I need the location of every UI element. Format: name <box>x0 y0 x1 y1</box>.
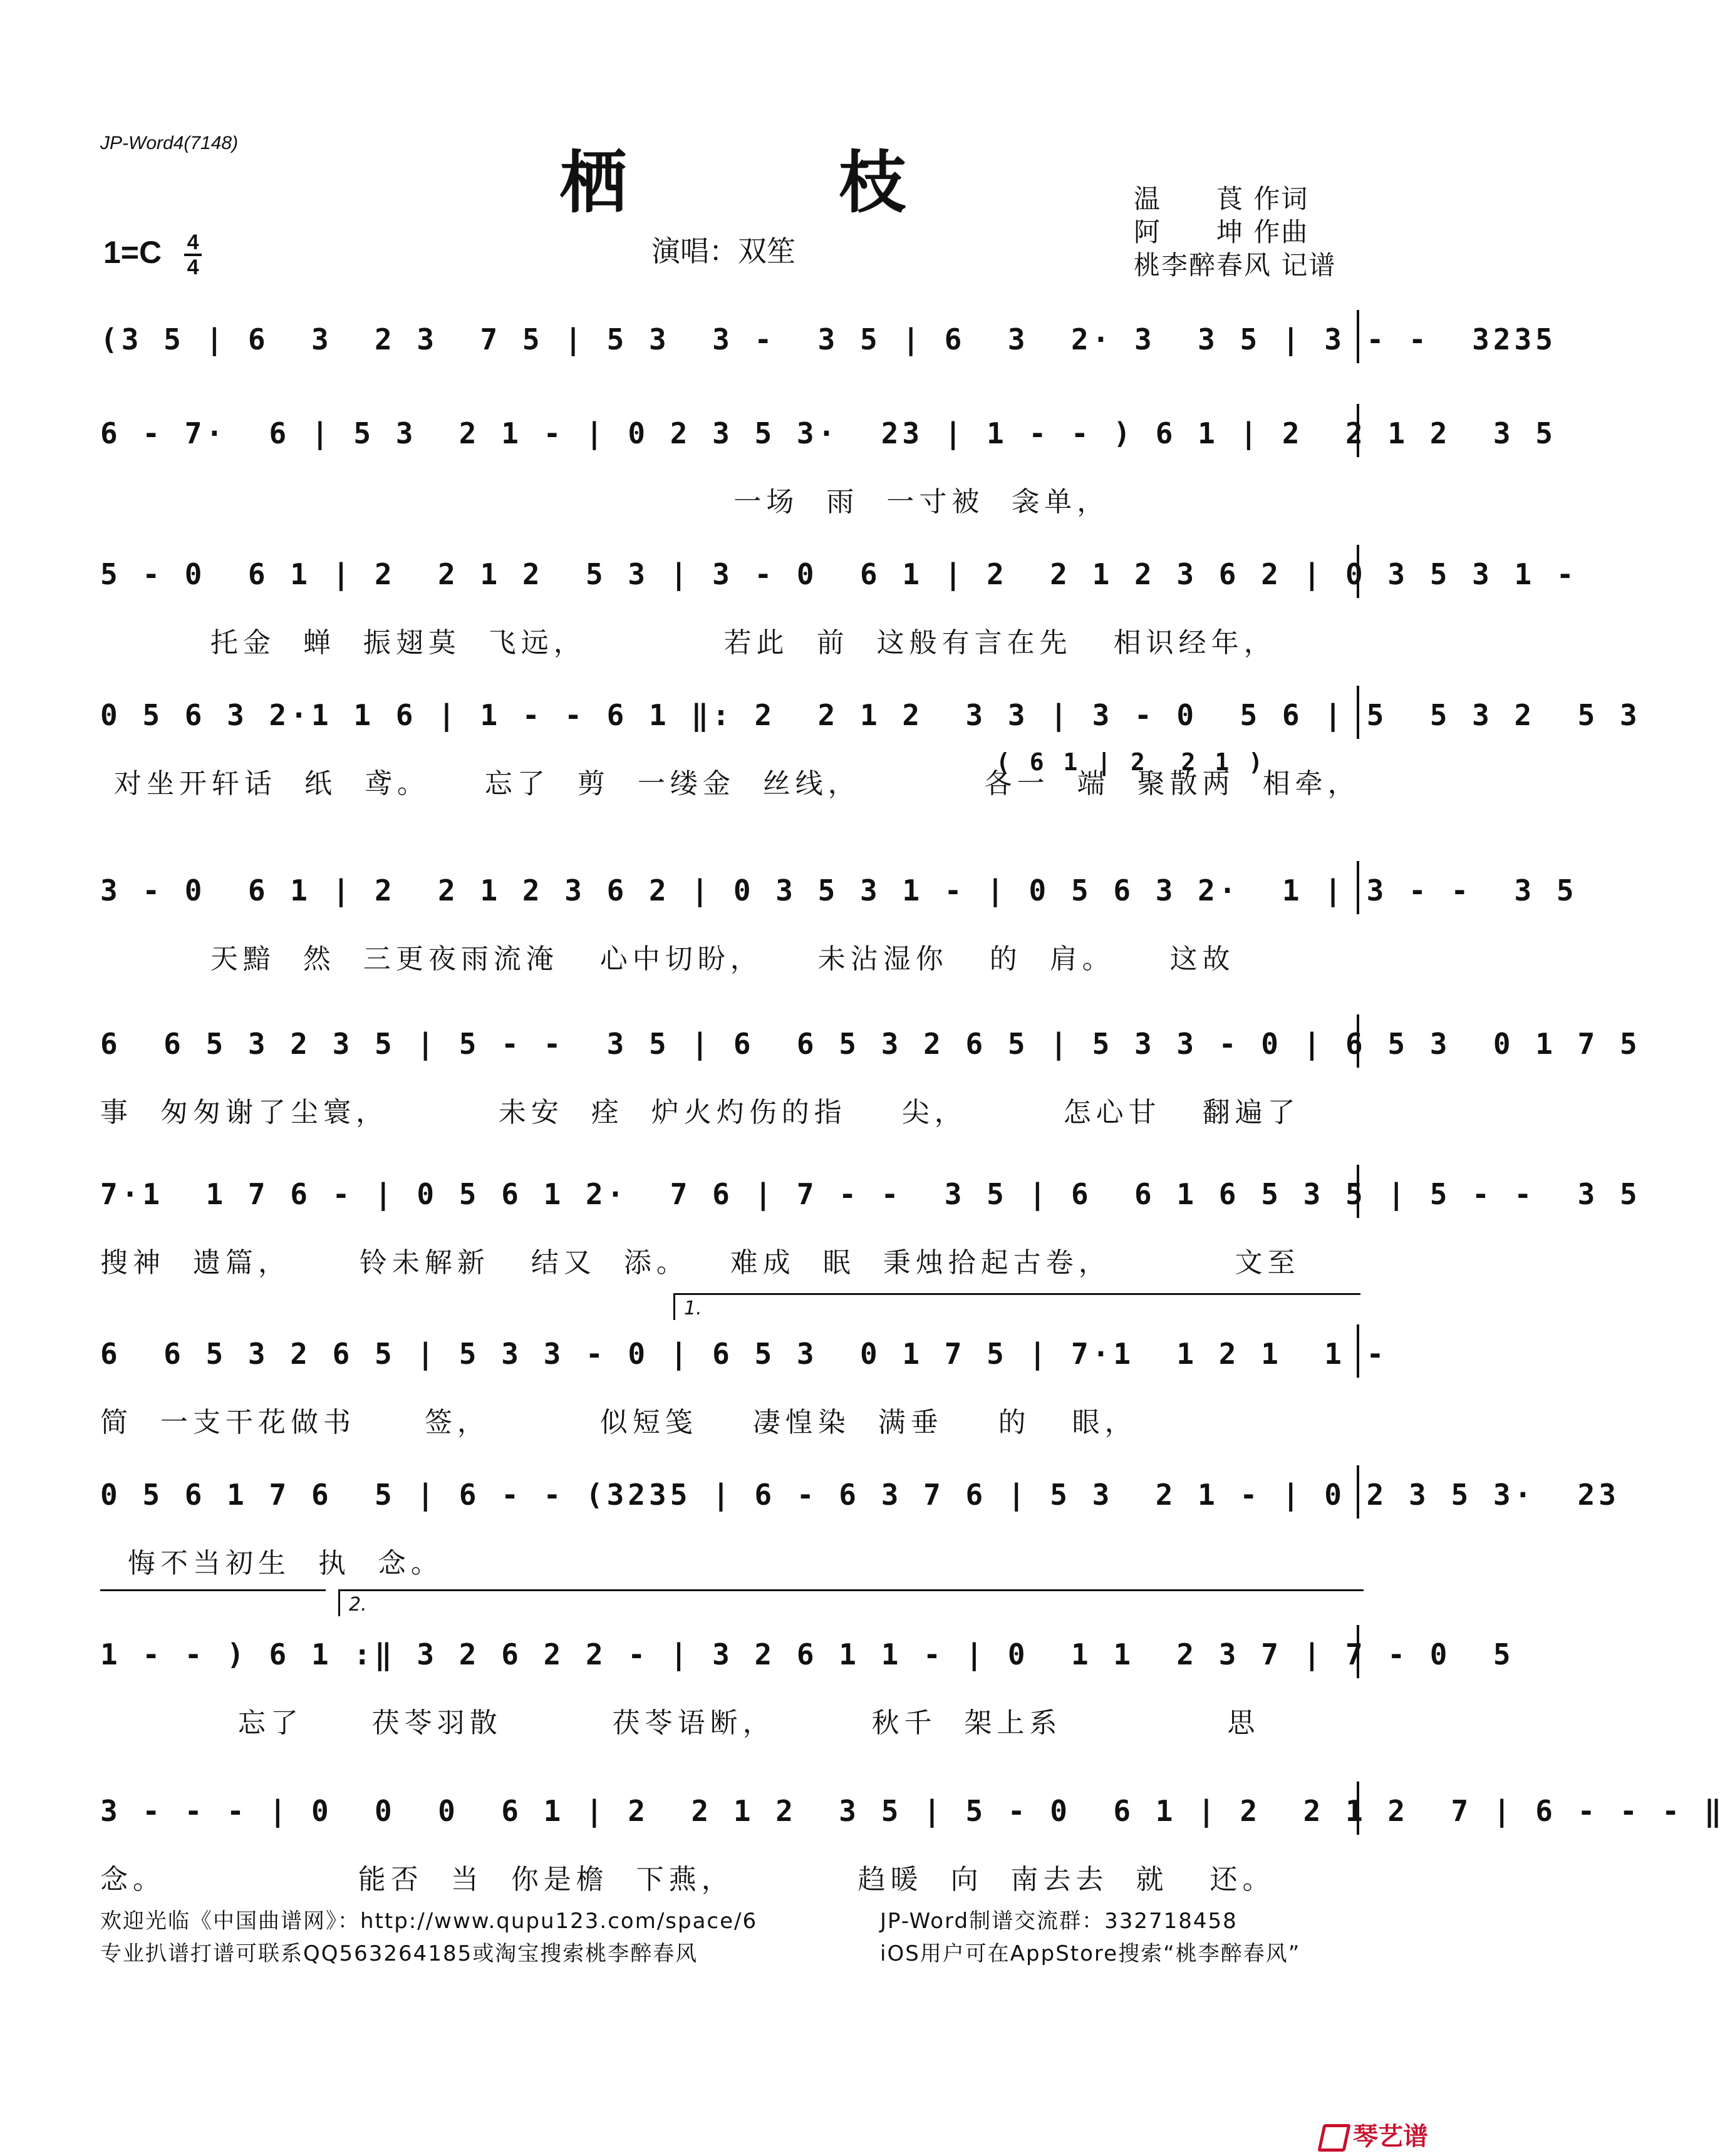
software-label: JP-Word4(7148) <box>100 133 239 153</box>
volta-second-ending: 2. <box>338 1589 1364 1616</box>
notation-line: 0 5 6 3 2·1 1 6 | 1 - - 6 1 ‖: 2 2 1 2 3 3 | 3 - 0 5 6 | 5 5 3 2 5 3 <box>100 698 1641 732</box>
end-barline <box>1357 1165 1359 1218</box>
lyrics-line: 天黯 然 三更夜雨流淹 心中切盼， 未沾湿你 的 肩。 这故 <box>100 943 1235 975</box>
footer-left-1: 欢迎光临《中国曲谱网》：http://www.qupu123.com/space/6 <box>100 1909 758 1934</box>
end-barline <box>1357 686 1359 739</box>
lyrics-line: 忘了 茯苓羽散 茯苓语断， 秋千 架上系 思 <box>100 1707 1260 1739</box>
footer-left-2: 专业扒谱打谱可联系QQ563264185或淘宝搜索桃李醉春风 <box>100 1941 698 1966</box>
credit-composer: 阿 坤 作曲 <box>1134 217 1309 247</box>
song-title: 栖 枝 <box>559 144 1000 222</box>
sub-notes: ( 6 1 | 2 2 1 ) <box>996 748 1266 776</box>
lyrics-line: 事 匆匆谢了尘寰， 未安 痊 炉火灼伤的指 尖， 怎心甘 翻遍了 <box>100 1096 1300 1128</box>
notation-line: 3 - 0 6 1 | 2 2 1 2 3 6 2 | 0 3 5 3 1 - | 0 5 6 3 2· 1 | 3 - - 3 5 <box>100 874 1578 907</box>
notation-line: 6 - 7· 6 | 5 3 2 1 - | 0 2 3 5 3· 23 | 1 - - ) 6 1 | 2 2 1 2 3 5 <box>100 416 1557 450</box>
end-barline <box>1357 1625 1359 1678</box>
end-barline <box>1357 1465 1359 1519</box>
time-sig-top: 4 <box>187 230 199 254</box>
lyrics-line: 悔不当初生 执 念。 <box>100 1547 443 1579</box>
logo-text: 琴艺谱 <box>1353 2122 1428 2151</box>
time-sig-bottom: 4 <box>187 255 199 279</box>
credit-lyricist: 温 莨 作词 <box>1134 183 1309 214</box>
end-barline <box>1357 404 1359 457</box>
notation-line: 5 - 0 6 1 | 2 2 1 2 5 3 | 3 - 0 6 1 | 2 2 1 2 3 6 2 | 0 3 5 3 1 - <box>100 557 1578 591</box>
end-barline <box>1357 545 1359 598</box>
notation-line: 3 - - - | 0 0 0 6 1 | 2 2 1 2 3 5 | 5 - 0 6 1 | 2 2 1 2 7 | 6 - - - ‖ <box>100 1794 1725 1828</box>
site-logo <box>1320 2117 1428 2152</box>
end-barline <box>1357 1782 1359 1835</box>
end-barline <box>1357 1324 1359 1378</box>
lyrics-line: 念。 能否 当 你是檐 下燕， 趋暖 向 南去去 就 还。 <box>100 1864 1275 1896</box>
volta-first-ending: 1. <box>673 1293 1360 1320</box>
credit-transcriber: 桃李醉春风 记谱 <box>1134 250 1337 281</box>
singer-label: 演唱：双笙 <box>651 234 795 268</box>
end-barline <box>1357 310 1359 363</box>
lyrics-line: 对坐开轩话 纸 鸢。 忘了 剪 一缕金 丝线， 各一 端 聚散两 相牵， <box>100 768 1360 800</box>
notation-line: 6 6 5 3 2 3 5 | 5 - - 3 5 | 6 6 5 3 2 6 5 | 5 3 3 - 0 | 6 5 3 0 1 7 5 <box>100 1027 1641 1061</box>
footer-right-2: iOS用户可在AppStore搜索“桃李醉春风” <box>880 1941 1301 1966</box>
time-signature <box>184 232 202 278</box>
volta-line <box>100 1589 326 1591</box>
lyrics-line: 托金 蝉 振翅莫 飞远， 若此 前 这般有言在先 相识经年， <box>100 627 1277 659</box>
key-signature <box>103 232 202 278</box>
lyrics-line: 搜神 遗篇， 铃未解新 结又 添。 难成 眠 秉烛拾起古卷， 文至 <box>100 1247 1300 1279</box>
notation-line: 7·1 1 7 6 - | 0 5 6 1 2· 7 6 | 7 - - 3 5 | 6 6 1 6 5 3 5 | 5 - - 3 5 <box>100 1177 1641 1211</box>
key-label: 1=C <box>103 235 162 271</box>
notation-line: (3 5 | 6 3 2 3 7 5 | 5 3 3 - 3 5 | 6 3 2· 3 3 5 | 3 - - 3235 <box>100 322 1557 356</box>
notation-line: 6 6 5 3 2 6 5 | 5 3 3 - 0 | 6 5 3 0 1 7 5 | 7·1 1 2 1 1 - <box>100 1337 1388 1371</box>
notation-line: 0 5 6 1 7 6 5 | 6 - - (3235 | 6 - 6 3 7 6 | 5 3 2 1 - | 0 2 3 5 3· 23 <box>100 1478 1620 1512</box>
end-barline <box>1357 861 1359 914</box>
lyrics-line: 一场 雨 一寸被 衾单， <box>100 486 1110 518</box>
logo-icon <box>1317 2124 1350 2152</box>
footer-right-1: JP-Word制谱交流群：332718458 <box>880 1909 1238 1934</box>
notation-line: 1 - - ) 6 1 :‖ 3 2 6 2 2 - | 3 2 6 1 1 - | 0 1 1 2 3 7 | 7 - 0 5 <box>100 1638 1515 1671</box>
lyrics-line: 简 一支干花做书 签， 似短笺 凄惶染 满垂 的 眼， <box>100 1406 1137 1438</box>
end-barline <box>1357 1014 1359 1068</box>
